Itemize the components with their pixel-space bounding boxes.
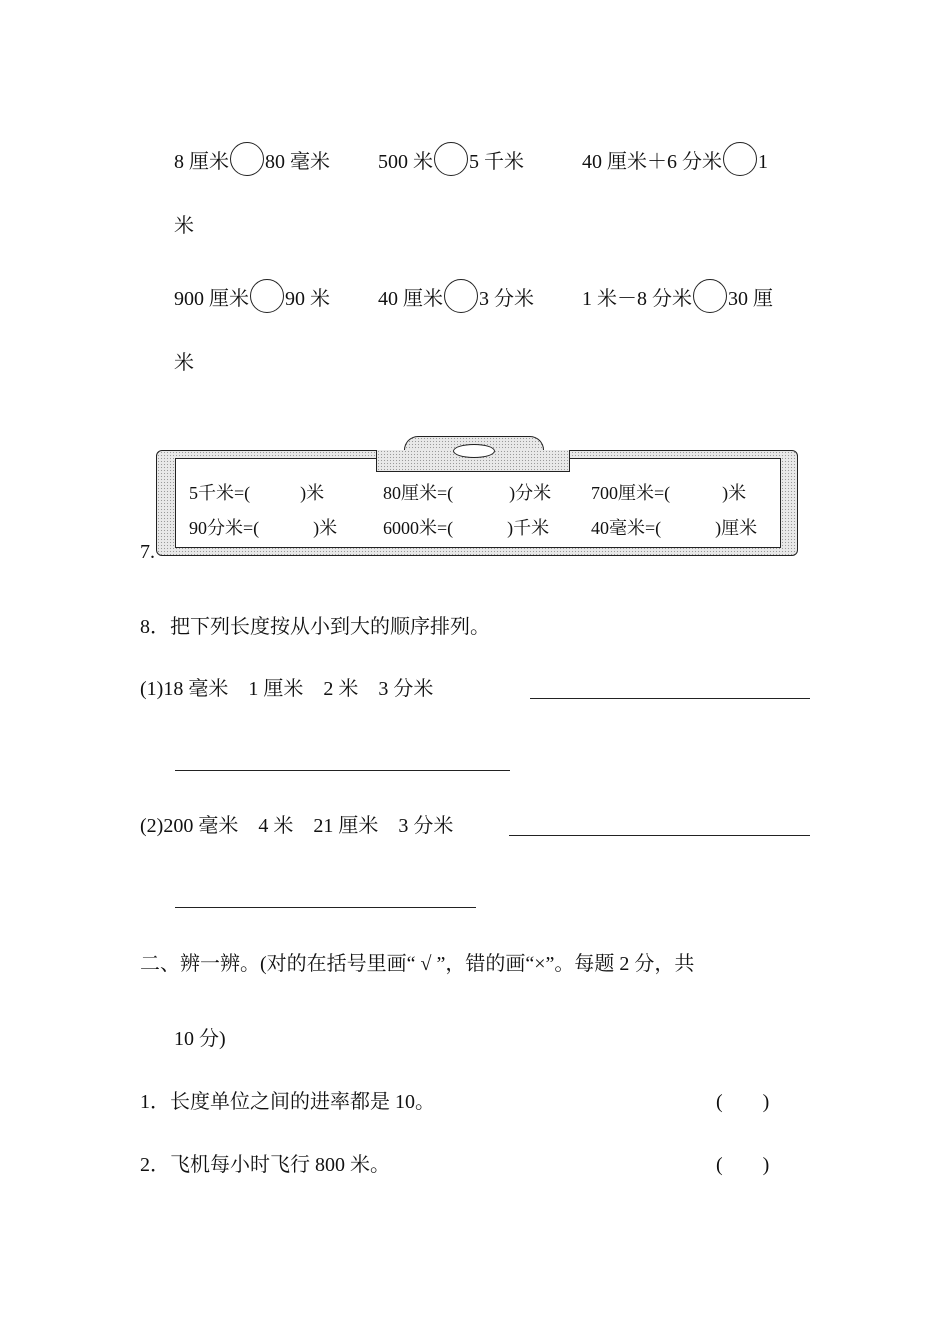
answer-circle[interactable]: [250, 279, 284, 313]
conversion-item: 40毫米=( )厘米: [591, 518, 758, 538]
judge-answer-parens[interactable]: ( ): [716, 1154, 770, 1176]
question-number: 7.: [140, 541, 155, 563]
compare-item: 500 米 5 千米: [378, 142, 524, 176]
question-8-title: 8．把下列长度按从小到大的顺序排列。: [140, 616, 490, 638]
compare-item: 1 米－8 分米 30 厘: [582, 279, 773, 313]
conversion-item: 700厘米=( )米: [591, 483, 747, 503]
ruler-hole-icon: [453, 444, 495, 458]
conversion-item: 5千米=( )米: [189, 483, 325, 503]
conversion-item: 6000米=( )千米: [383, 518, 550, 538]
answer-circle[interactable]: [444, 279, 478, 313]
conversion-item: 90分米=( )米: [189, 518, 338, 538]
compare-item: 40 厘米 3 分米: [378, 279, 534, 313]
question-8-part-1: (1)18 毫米 1 厘米 2 米 3 分米: [140, 678, 434, 700]
compare-wrap-text: 米: [174, 215, 194, 237]
compare-item: 900 厘米 90 米: [174, 279, 330, 313]
judge-item-1: 1．长度单位之间的进率都是 10。: [140, 1091, 435, 1113]
compare-item: 40 厘米＋6 分米 1: [582, 142, 768, 176]
answer-circle[interactable]: [434, 142, 468, 176]
answer-line[interactable]: [175, 907, 476, 908]
compare-row-1: [174, 142, 330, 176]
section-2-heading-wrap: 10 分): [174, 1028, 226, 1050]
judge-answer-parens[interactable]: ( ): [716, 1091, 770, 1113]
answer-line[interactable]: [509, 835, 810, 836]
conversion-item: 80厘米=( )分米: [383, 483, 552, 503]
compare-item: 8 厘米 80 毫米: [174, 151, 330, 173]
answer-line[interactable]: [175, 770, 510, 771]
question-8-part-2: (2)200 毫米 4 米 21 厘米 3 分米: [140, 815, 454, 837]
compare-wrap-text: 米: [174, 352, 194, 374]
answer-circle[interactable]: [693, 279, 727, 313]
section-2-heading: 二、辨一辨。(对的在括号里画“ √ ”，错的画“×”。每题 2 分，共: [140, 953, 695, 975]
answer-circle[interactable]: [723, 142, 757, 176]
answer-line[interactable]: [530, 698, 810, 699]
answer-circle[interactable]: [230, 142, 264, 176]
judge-item-2: 2．飞机每小时飞行 800 米。: [140, 1154, 390, 1176]
